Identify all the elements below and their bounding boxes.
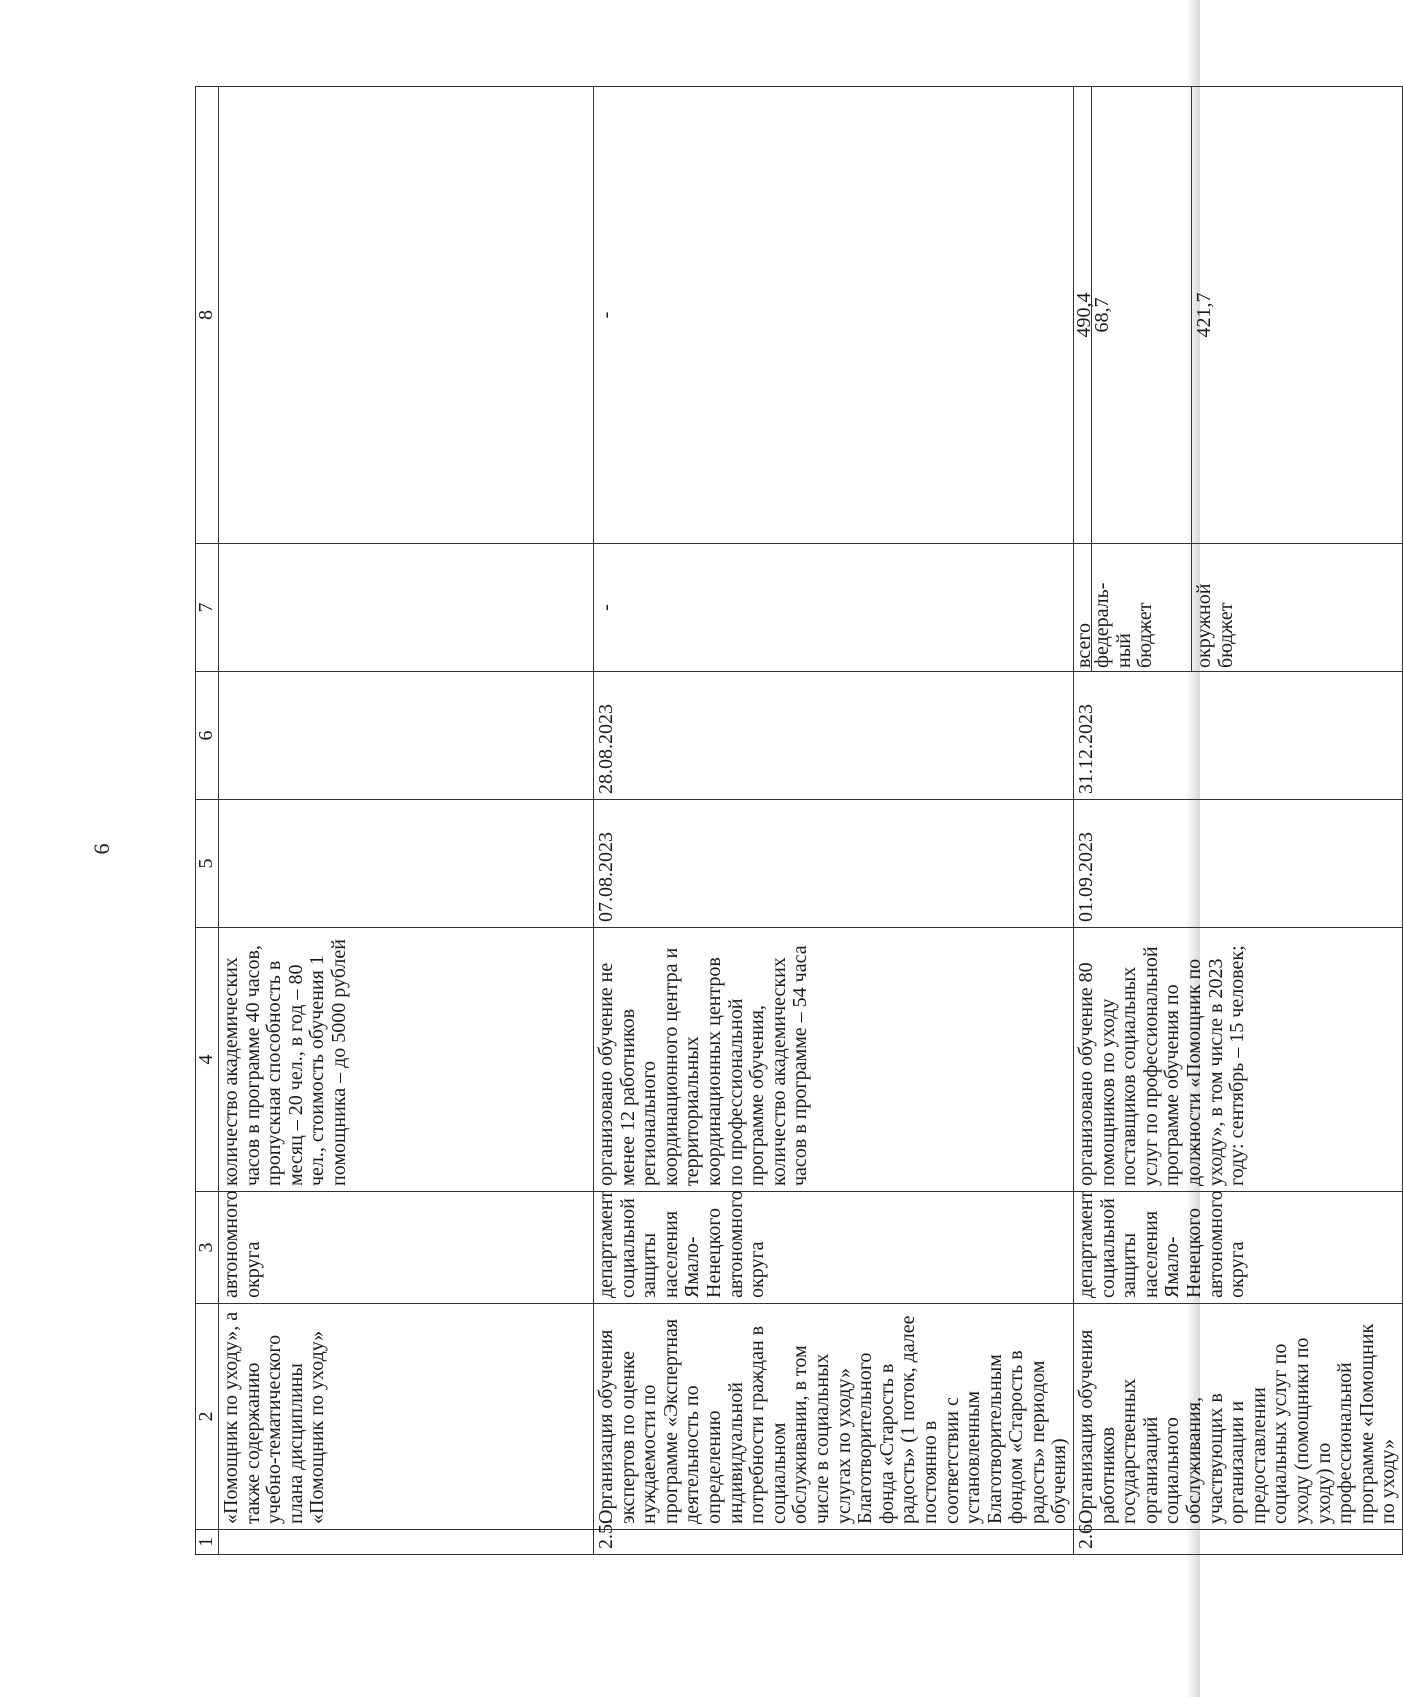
finance-amount-cell: - [594, 87, 1074, 544]
executor-cell: департамент социальной защиты населения Ямало-Ненецкого автономного округа [1074, 1192, 1403, 1304]
event-cell: Организация обучения работников государственных организаций социального обслуживания, участвующих в организации и предоставлении социальных услуг по уходу (помощники по уходу) по профессиональной программе «Помощник по уходу» [1074, 1304, 1403, 1530]
end-date-cell: 31.12.2023 [1074, 672, 1403, 800]
start-date-cell: 01.09.2023 [1074, 800, 1403, 928]
page-number: 6 [89, 843, 114, 855]
executor-cell: автономного округа [219, 1192, 594, 1304]
event-cell: Организация обучения экспертов по оценке нуждаемости по программе «Экспертная деятельность по определению индивидуальной потребности граждан в социальном обслуживании, в том числе в социальных услугах по уходу» Благотворительного фонда «Старость в радость» (1 поток, далее постоянно в соответствии с установленным Благотворительным фондом «Старость в радость» периодом обучения) [594, 1304, 1074, 1530]
header-cell: 1 [196, 1530, 219, 1555]
finance-amount-item: 490,4 [1074, 87, 1092, 543]
finance-source-list [1074, 544, 1402, 671]
finance-source-cell [219, 544, 594, 672]
header-cell: 7 [196, 544, 219, 672]
result-cell: организовано обучение 80 помощников по уходу поставщиков социальных услуг по профессиональной программе обучения по должности «Помощник по уходу», в том числе в 2023 году: сентябрь – 15 человек; [1074, 928, 1403, 1192]
finance-amount-item: 68,7 [1092, 87, 1192, 543]
start-date-cell [219, 800, 594, 928]
executor-cell: департамент социальной защиты населения Ямало-Ненецкого автономного округа [594, 1192, 1074, 1304]
finance-amount-cell [1074, 87, 1403, 544]
result-cell: количество академических часов в программе 40 часов, пропускная способность в месяц – 20 чел., в год – 80 чел., стоимость обучения 1 помощника – до 5000 рублей [219, 928, 594, 1192]
header-row [196, 87, 219, 1555]
row-number-cell [219, 1530, 594, 1555]
rotated-table-wrapper [195, 87, 1400, 1555]
result-cell: организовано обучение не менее 12 работников регионального координационного центра и территориальных координационных центров по профессиональной программе обучения, количество академических часов в программе – 54 часа [594, 928, 1074, 1192]
action-plan-table [195, 86, 1403, 1555]
table-row [1074, 87, 1403, 1555]
finance-source-item: всего [1074, 544, 1092, 671]
finance-amount-item: 421,7 [1193, 292, 1216, 338]
table-row [219, 87, 594, 1555]
finance-source-cell: - [594, 544, 1074, 672]
header-cell: 8 [196, 87, 219, 544]
end-date-cell [219, 672, 594, 800]
finance-amount-cell [219, 87, 594, 544]
event-cell: «Помощник по уходу», а также содержанию учебно-тематического плана дисциплины «Помощник по уходу» [219, 1304, 594, 1530]
header-cell: 6 [196, 672, 219, 800]
row-number-cell: 2.5. [594, 1530, 1074, 1555]
finance-amount-list [1074, 87, 1402, 543]
header-cell: 3 [196, 1192, 219, 1304]
end-date-cell: 28.08.2023 [594, 672, 1074, 800]
row-number-cell: 2.6. [1074, 1530, 1403, 1555]
finance-source-item: окружной бюджет [1193, 583, 1237, 668]
finance-source-cell [1074, 544, 1403, 672]
header-cell: 5 [196, 800, 219, 928]
header-cell: 2 [196, 1304, 219, 1530]
table-row [594, 87, 1074, 1555]
start-date-cell: 07.08.2023 [594, 800, 1074, 928]
finance-source-item: федераль- ный бюджет [1092, 544, 1192, 671]
header-cell: 4 [196, 928, 219, 1192]
